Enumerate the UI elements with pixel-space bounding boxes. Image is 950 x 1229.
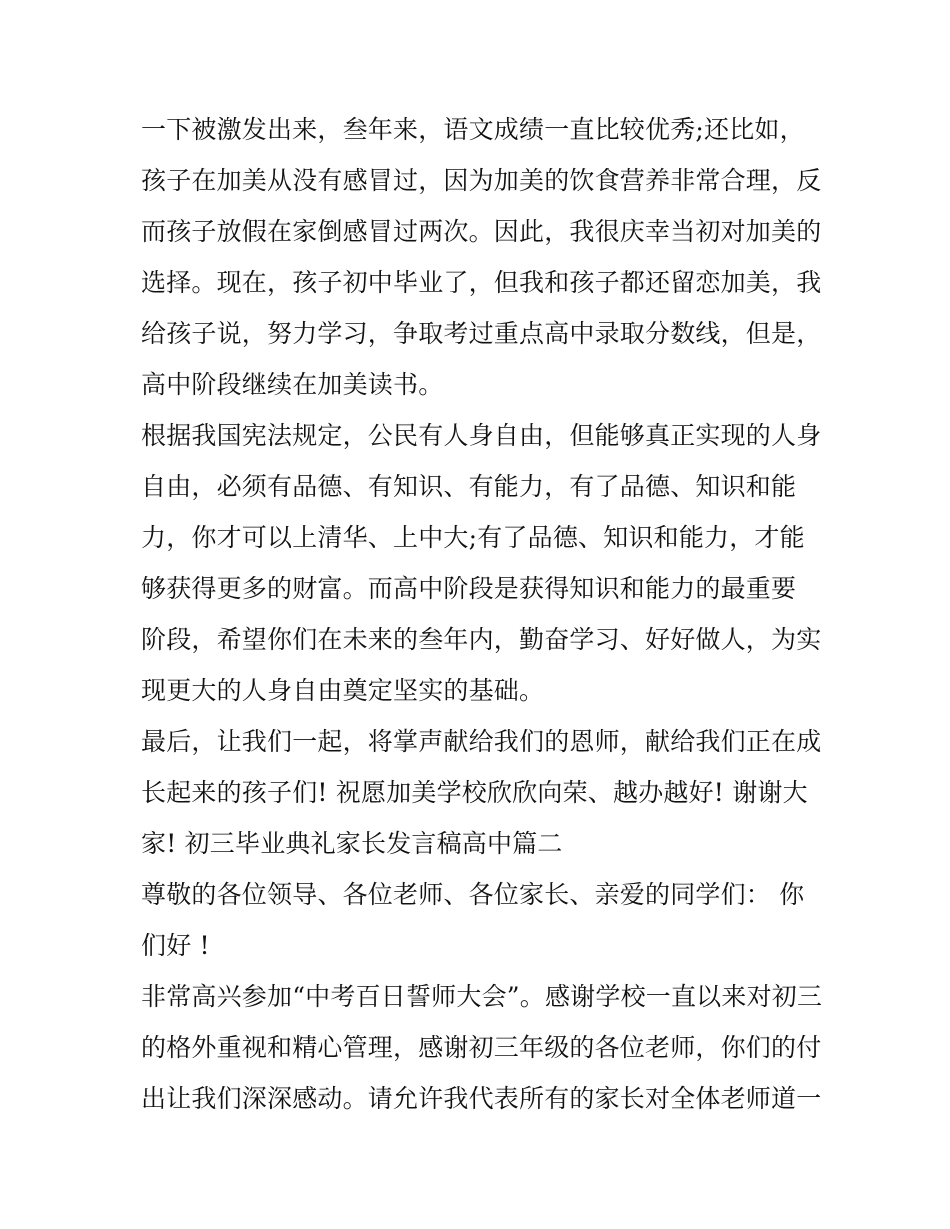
text-line: 阶段，希望你们在未来的叁年内，勤奋学习、好好做人，为实 bbox=[141, 625, 822, 654]
text-line: 尊敬的各位领导、各位老师、各位家长、亲爱的同学们： 你 bbox=[141, 880, 805, 909]
text-line: 够获得更多的财富。而高中阶段是获得知识和能力的最重要 bbox=[141, 574, 797, 603]
text-line: 家! 初三毕业典礼家长发言稿高中篇二 bbox=[141, 829, 563, 858]
text-line: 现更大的人身自由奠定坚实的基础。 bbox=[141, 676, 545, 705]
text-line: 给孩子说，努力学习，争取考过重点高中录取分数线，但是， bbox=[141, 319, 822, 348]
text-line: 长起来的孩子们! 祝愿加美学校欣欣向荣、越办越好! 谢谢大 bbox=[141, 778, 808, 807]
text-line: 的格外重视和精心管理，感谢初三年级的各位老师，你们的付 bbox=[141, 1033, 822, 1062]
text-line: 选择。现在，孩子初中毕业了，但我和孩子都还留恋加美，我 bbox=[141, 268, 822, 297]
text-line: 自由，必须有品德、有知识、有能力，有了品德、知识和能 bbox=[141, 472, 797, 501]
text-line: 力，你才可以上清华、上中大;有了品德、知识和能力，才能 bbox=[141, 523, 805, 552]
text-line: 非常高兴参加“中考百日誓师大会”。感谢学校一直以来对初三 bbox=[141, 982, 823, 1011]
text-line: 出让我们深深感动。请允许我代表所有的家长对全体老师道一 bbox=[141, 1084, 822, 1113]
text-line: 高中阶段继续在加美读书。 bbox=[141, 370, 444, 399]
text-line: 孩子在加美从没有感冒过，因为加美的饮食营养非常合理，反 bbox=[141, 166, 822, 195]
body-text bbox=[141, 104, 821, 1124]
text-line: 最后，让我们一起，将掌声献给我们的恩师，献给我们正在成 bbox=[141, 727, 822, 756]
text-line: 一下被激发出来，叁年来，语文成绩一直比较优秀;还比如， bbox=[141, 115, 805, 144]
text-line: 们好 ! bbox=[141, 931, 210, 960]
text-line: 根据我国宪法规定，公民有人身自由，但能够真正实现的人身 bbox=[141, 421, 822, 450]
text-line: 而孩子放假在家倒感冒过两次。因此，我很庆幸当初对加美的 bbox=[141, 217, 822, 246]
